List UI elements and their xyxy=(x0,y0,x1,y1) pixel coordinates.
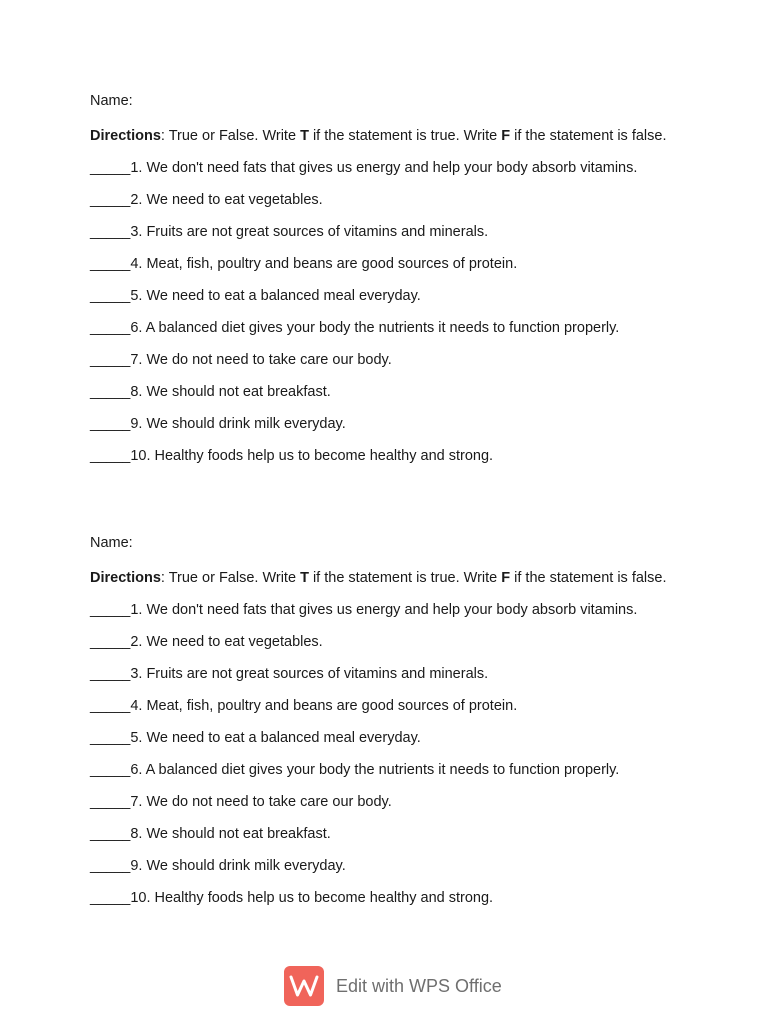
true-letter: T xyxy=(300,570,309,586)
question-item: _____5. We need to eat a balanced meal everyday. xyxy=(90,730,421,746)
directions-text-3: if the statement is false. xyxy=(510,570,667,586)
question-item: _____7. We do not need to take care our body. xyxy=(90,794,392,810)
question-item: _____1. We don't need fats that gives us energy and help your body absorb vitamins. xyxy=(90,602,638,618)
question-item: _____8. We should not eat breakfast. xyxy=(90,384,331,400)
question-item: _____8. We should not eat breakfast. xyxy=(90,826,331,842)
question-item: _____6. A balanced diet gives your body the nutrients it needs to function properly. xyxy=(90,320,620,336)
question-item: _____6. A balanced diet gives your body the nutrients it needs to function properly. xyxy=(90,762,620,778)
directions-text-3: if the statement is false. xyxy=(510,128,667,144)
question-item: _____4. Meat, fish, poultry and beans are good sources of protein. xyxy=(90,256,518,272)
directions-text-1: : True or False. Write xyxy=(160,570,301,586)
question-item: _____5. We need to eat a balanced meal everyday. xyxy=(90,288,421,304)
false-letter: F xyxy=(501,128,511,144)
name-label: Name: xyxy=(90,535,133,551)
question-item: _____10. Healthy foods help us to become healthy and strong. xyxy=(90,448,494,464)
question-item: _____2. We need to eat vegetables. xyxy=(90,634,323,650)
directions xyxy=(90,569,690,588)
directions-text-1: : True or False. Write xyxy=(160,128,301,144)
true-letter: T xyxy=(300,128,309,144)
question-item: _____1. We don't need fats that gives us energy and help your body absorb vitamins. xyxy=(90,160,638,176)
question-item: _____10. Healthy foods help us to become healthy and strong. xyxy=(90,890,494,906)
question-item: _____7. We do not need to take care our body. xyxy=(90,352,392,368)
question-item: _____9. We should drink milk everyday. xyxy=(90,416,346,432)
false-letter: F xyxy=(501,570,511,586)
wps-edit-label: Edit with WPS Office xyxy=(336,975,502,996)
worksheet-1 xyxy=(90,92,690,479)
worksheet-2 xyxy=(90,534,690,921)
directions-label: Directions xyxy=(90,128,161,144)
directions-text-2: if the statement is true. Write xyxy=(308,128,502,144)
directions-text-2: if the statement is true. Write xyxy=(308,570,502,586)
question-item: _____3. Fruits are not great sources of vitamins and minerals. xyxy=(90,224,489,240)
question-item: _____9. We should drink milk everyday. xyxy=(90,858,346,874)
wps-office-logo-icon xyxy=(284,966,324,1006)
edit-with-wps-button[interactable] xyxy=(284,965,502,1007)
directions-label: Directions xyxy=(90,570,161,586)
name-label: Name: xyxy=(90,93,133,109)
question-item: _____4. Meat, fish, poultry and beans are good sources of protein. xyxy=(90,698,518,714)
question-item: _____2. We need to eat vegetables. xyxy=(90,192,323,208)
directions xyxy=(90,127,690,146)
wps-w-mark-icon xyxy=(289,974,319,998)
question-item: _____3. Fruits are not great sources of vitamins and minerals. xyxy=(90,666,489,682)
